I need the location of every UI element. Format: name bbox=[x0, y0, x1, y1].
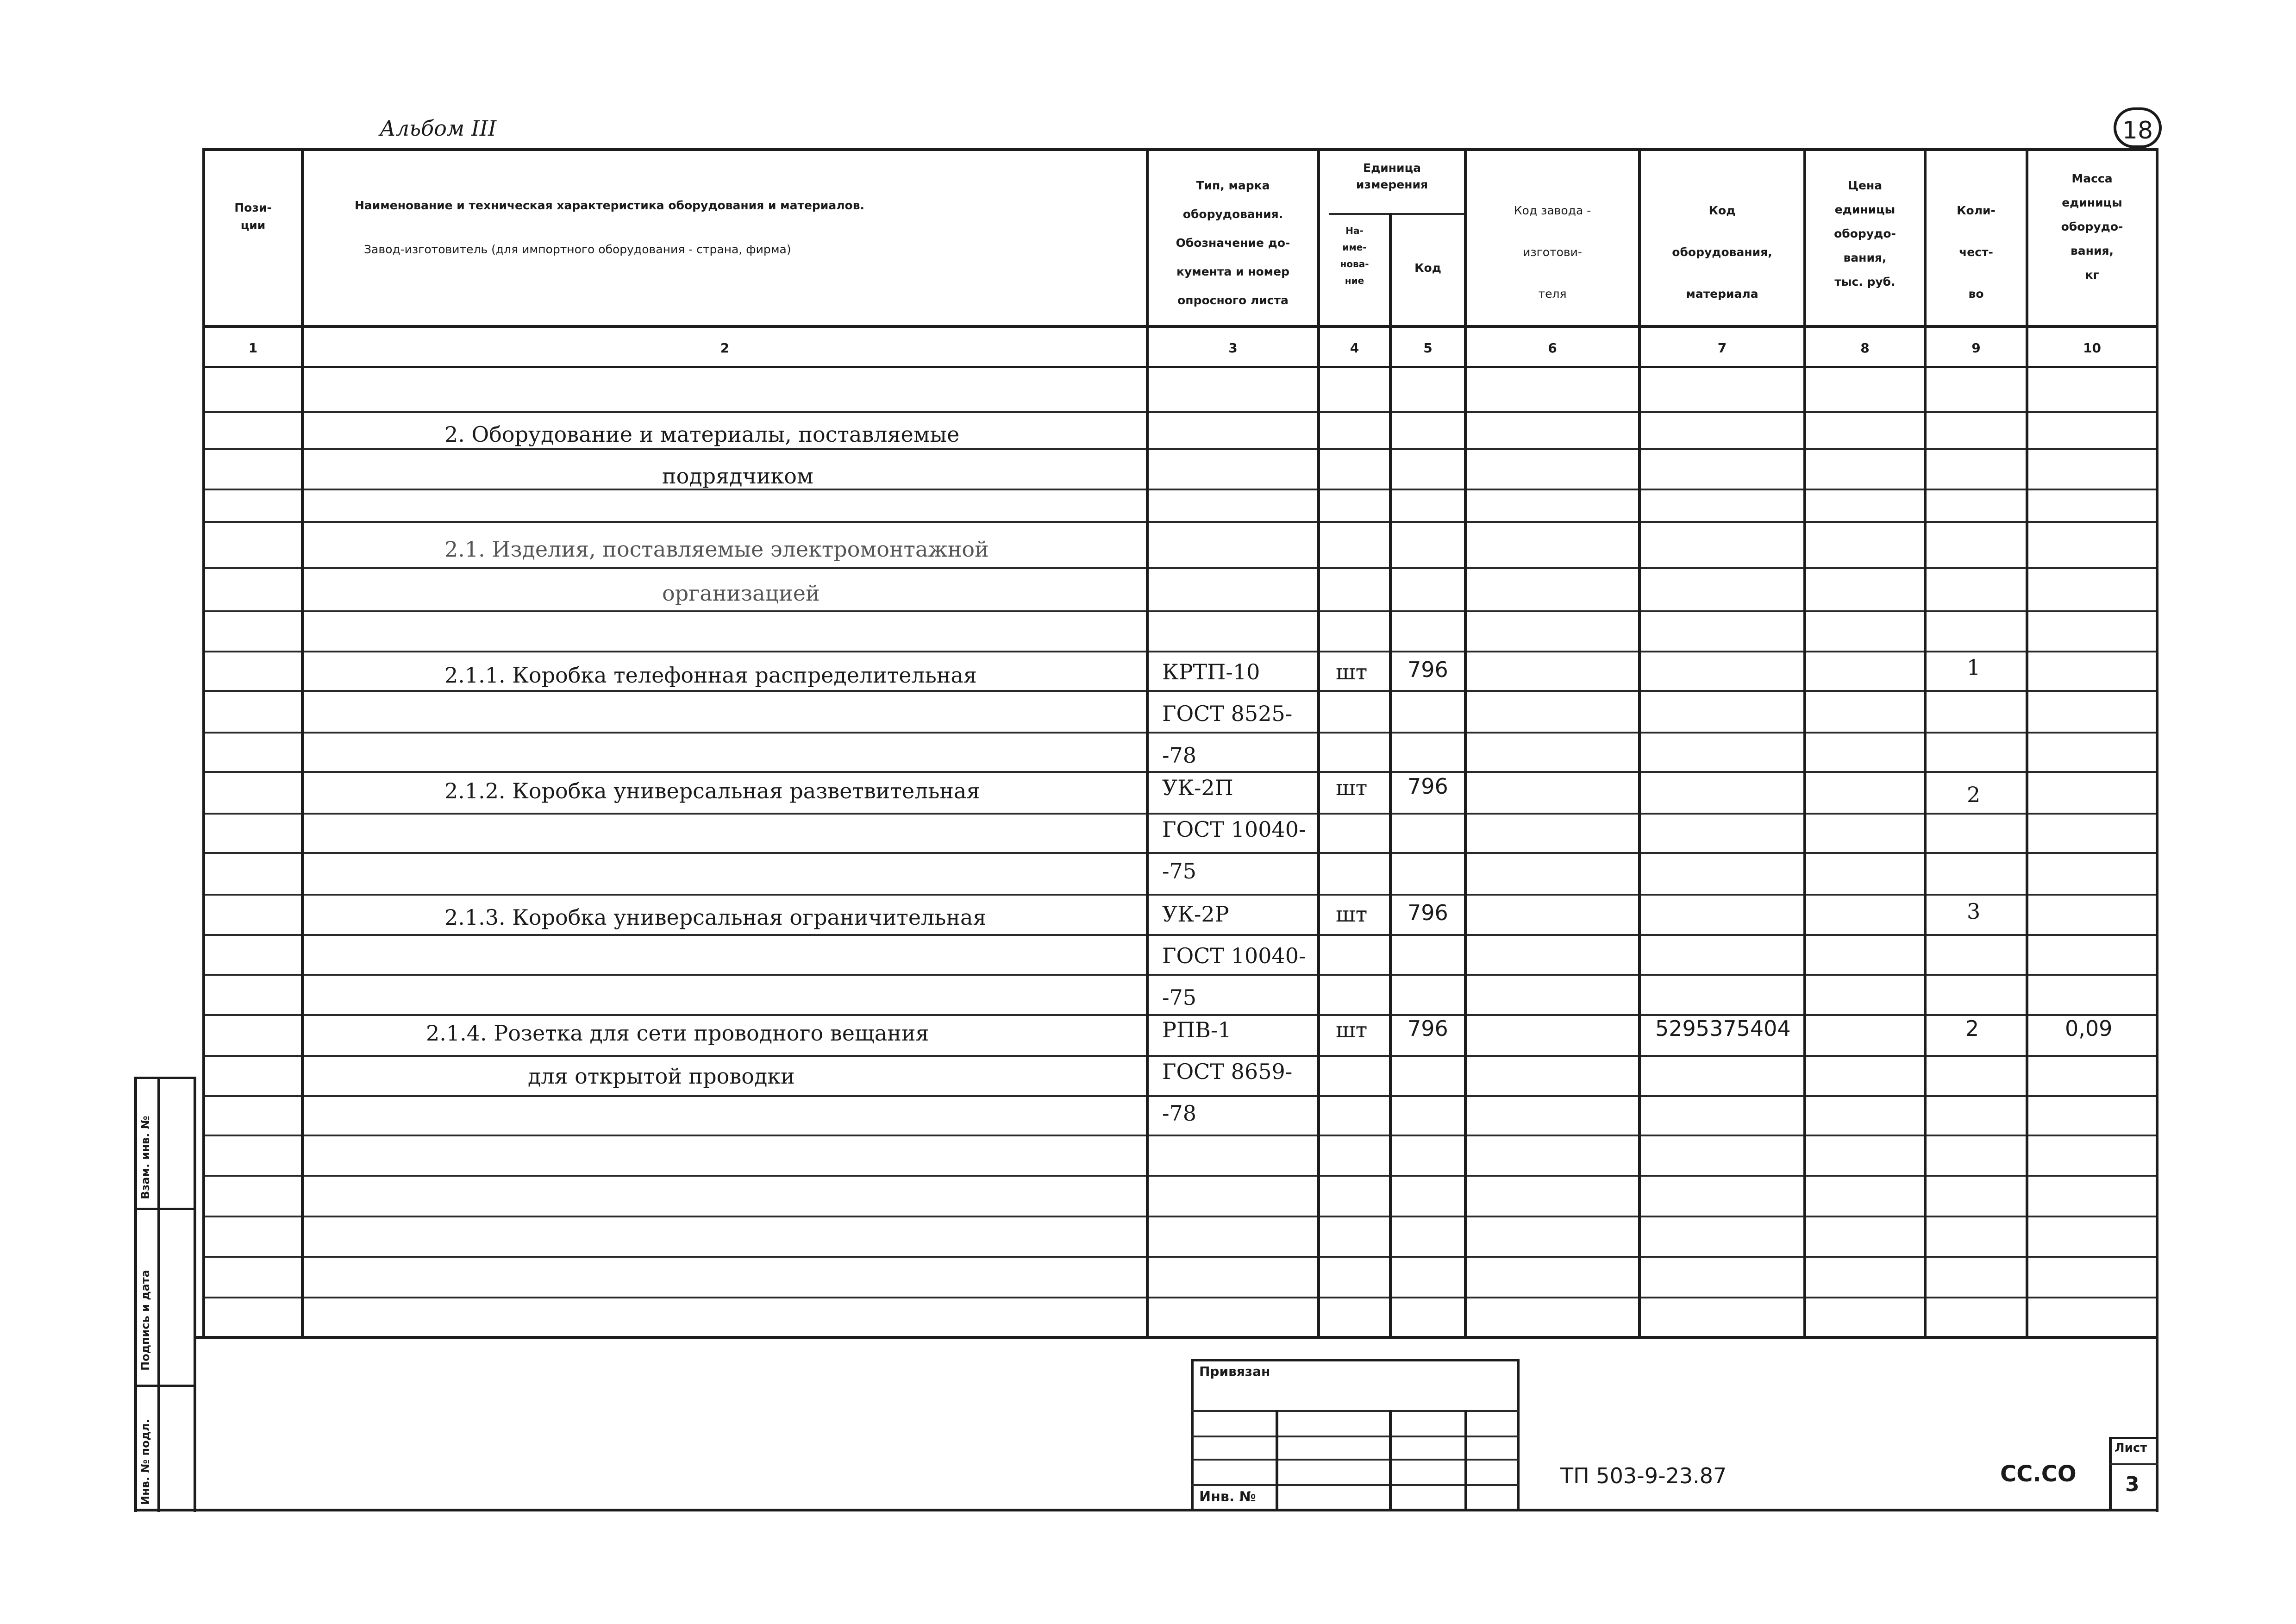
item-type: УК-2Р bbox=[1162, 902, 1229, 927]
side-label-vzam: Взам. инв. № bbox=[139, 1116, 152, 1199]
header-pos: Пози- ции bbox=[234, 201, 272, 232]
item-name: 2.1.3. Коробка универсальная ограничительная bbox=[444, 905, 987, 930]
page-number-badge bbox=[2114, 107, 2162, 148]
col-number: 1 bbox=[248, 340, 258, 356]
item-name: 2.1.2. Коробка универсальная разветвительная bbox=[444, 778, 980, 803]
item-gost: ГОСТ 10040- bbox=[1162, 943, 1306, 968]
item-qty: 2 bbox=[1967, 782, 1981, 807]
header-price: Цена единицы оборудо- вания, тыс. руб. bbox=[1834, 179, 1896, 288]
item-name: 2.1.1. Коробка телефонная распределительная bbox=[444, 663, 977, 688]
item-type: РПВ-1 bbox=[1162, 1017, 1232, 1042]
header-qty: Коли- чест- во bbox=[1957, 204, 1996, 301]
item-gost-year: -75 bbox=[1162, 859, 1197, 884]
item-unit: шт bbox=[1336, 1017, 1368, 1042]
header-plant-code: Код завода - изготови- теля bbox=[1514, 204, 1591, 301]
item-unit-code: 796 bbox=[1408, 1016, 1448, 1041]
header-equip-code: Код оборудования, материала bbox=[1672, 204, 1772, 301]
item-unit-code: 796 bbox=[1408, 774, 1448, 799]
section-title: 2. Оборудование и материалы, поставляемые bbox=[444, 422, 960, 447]
subsection-title: 2.1. Изделия, поставляемые электромонтажной bbox=[444, 537, 989, 562]
item-equip-code: 5295375404 bbox=[1655, 1016, 1791, 1041]
item-unit: шт bbox=[1336, 659, 1368, 684]
header-name-line1: Наименование и техническая характеристика оборудования и материалов. bbox=[355, 199, 865, 212]
item-unit: шт bbox=[1336, 902, 1368, 927]
item-qty: 2 bbox=[1965, 1016, 1979, 1041]
col-number: 4 bbox=[1350, 340, 1359, 356]
col-number: 5 bbox=[1423, 340, 1433, 356]
side-label-inv-podl: Инв. № подл. bbox=[139, 1419, 152, 1505]
item-gost: ГОСТ 8659- bbox=[1162, 1059, 1293, 1084]
item-name: 2.1.4. Розетка для сети проводного вещания bbox=[426, 1021, 929, 1046]
header-unit-code: Код bbox=[1414, 261, 1441, 275]
header-type: Тип, марка оборудования. Обозначение до- кумента и номер опросного листа bbox=[1176, 179, 1290, 307]
item-unit-code: 796 bbox=[1408, 657, 1448, 682]
item-gost-year: -78 bbox=[1162, 743, 1197, 768]
col-number: 9 bbox=[1971, 340, 1981, 356]
item-gost: ГОСТ 8525- bbox=[1162, 701, 1293, 726]
col-number: 10 bbox=[2083, 340, 2101, 356]
item-unit: шт bbox=[1336, 775, 1368, 800]
stamp-inv-no: Инв. № bbox=[1199, 1489, 1256, 1505]
item-mass: 0,09 bbox=[2065, 1016, 2113, 1041]
side-label-podpis: Подпись и дата bbox=[139, 1270, 152, 1371]
col-number: 7 bbox=[1717, 340, 1727, 356]
item-unit-code: 796 bbox=[1408, 900, 1448, 925]
item-qty: 3 bbox=[1967, 899, 1981, 924]
header-name-line2: Завод-изготовитель (для импортного оборудования - страна, фирма) bbox=[364, 243, 791, 256]
sheet-code: СС.СО bbox=[2000, 1461, 2077, 1487]
page-number: 18 bbox=[2122, 117, 2153, 144]
album-label: Альбом III bbox=[380, 116, 497, 141]
col-number: 3 bbox=[1228, 340, 1238, 356]
subsection-title-cont: организацией bbox=[662, 581, 820, 606]
col-number: 8 bbox=[1860, 340, 1870, 356]
item-gost-year: -75 bbox=[1162, 985, 1197, 1010]
item-gost-year: -78 bbox=[1162, 1101, 1197, 1126]
header-unit-group: Единица измерения bbox=[1356, 161, 1428, 191]
doc-code: ТП 503-9-23.87 bbox=[1560, 1463, 1727, 1488]
item-qty: 1 bbox=[1967, 655, 1981, 680]
col-number: 6 bbox=[1548, 340, 1557, 356]
item-type: КРТП-10 bbox=[1162, 659, 1260, 684]
item-type: УК-2П bbox=[1162, 775, 1233, 800]
header-mass: Масса единицы оборудо- вания, кг bbox=[2061, 172, 2123, 282]
stamp-privyazan: Привязан bbox=[1199, 1364, 1270, 1379]
list-value: 3 bbox=[2125, 1473, 2140, 1496]
section-title-cont: подрядчиком bbox=[662, 464, 813, 489]
item-name-cont: для открытой проводки bbox=[528, 1064, 795, 1089]
list-label: Лист bbox=[2115, 1441, 2147, 1455]
item-gost: ГОСТ 10040- bbox=[1162, 817, 1306, 842]
col-number: 2 bbox=[720, 340, 730, 356]
header-unit-name: На- име- нова- ние bbox=[1340, 225, 1369, 286]
